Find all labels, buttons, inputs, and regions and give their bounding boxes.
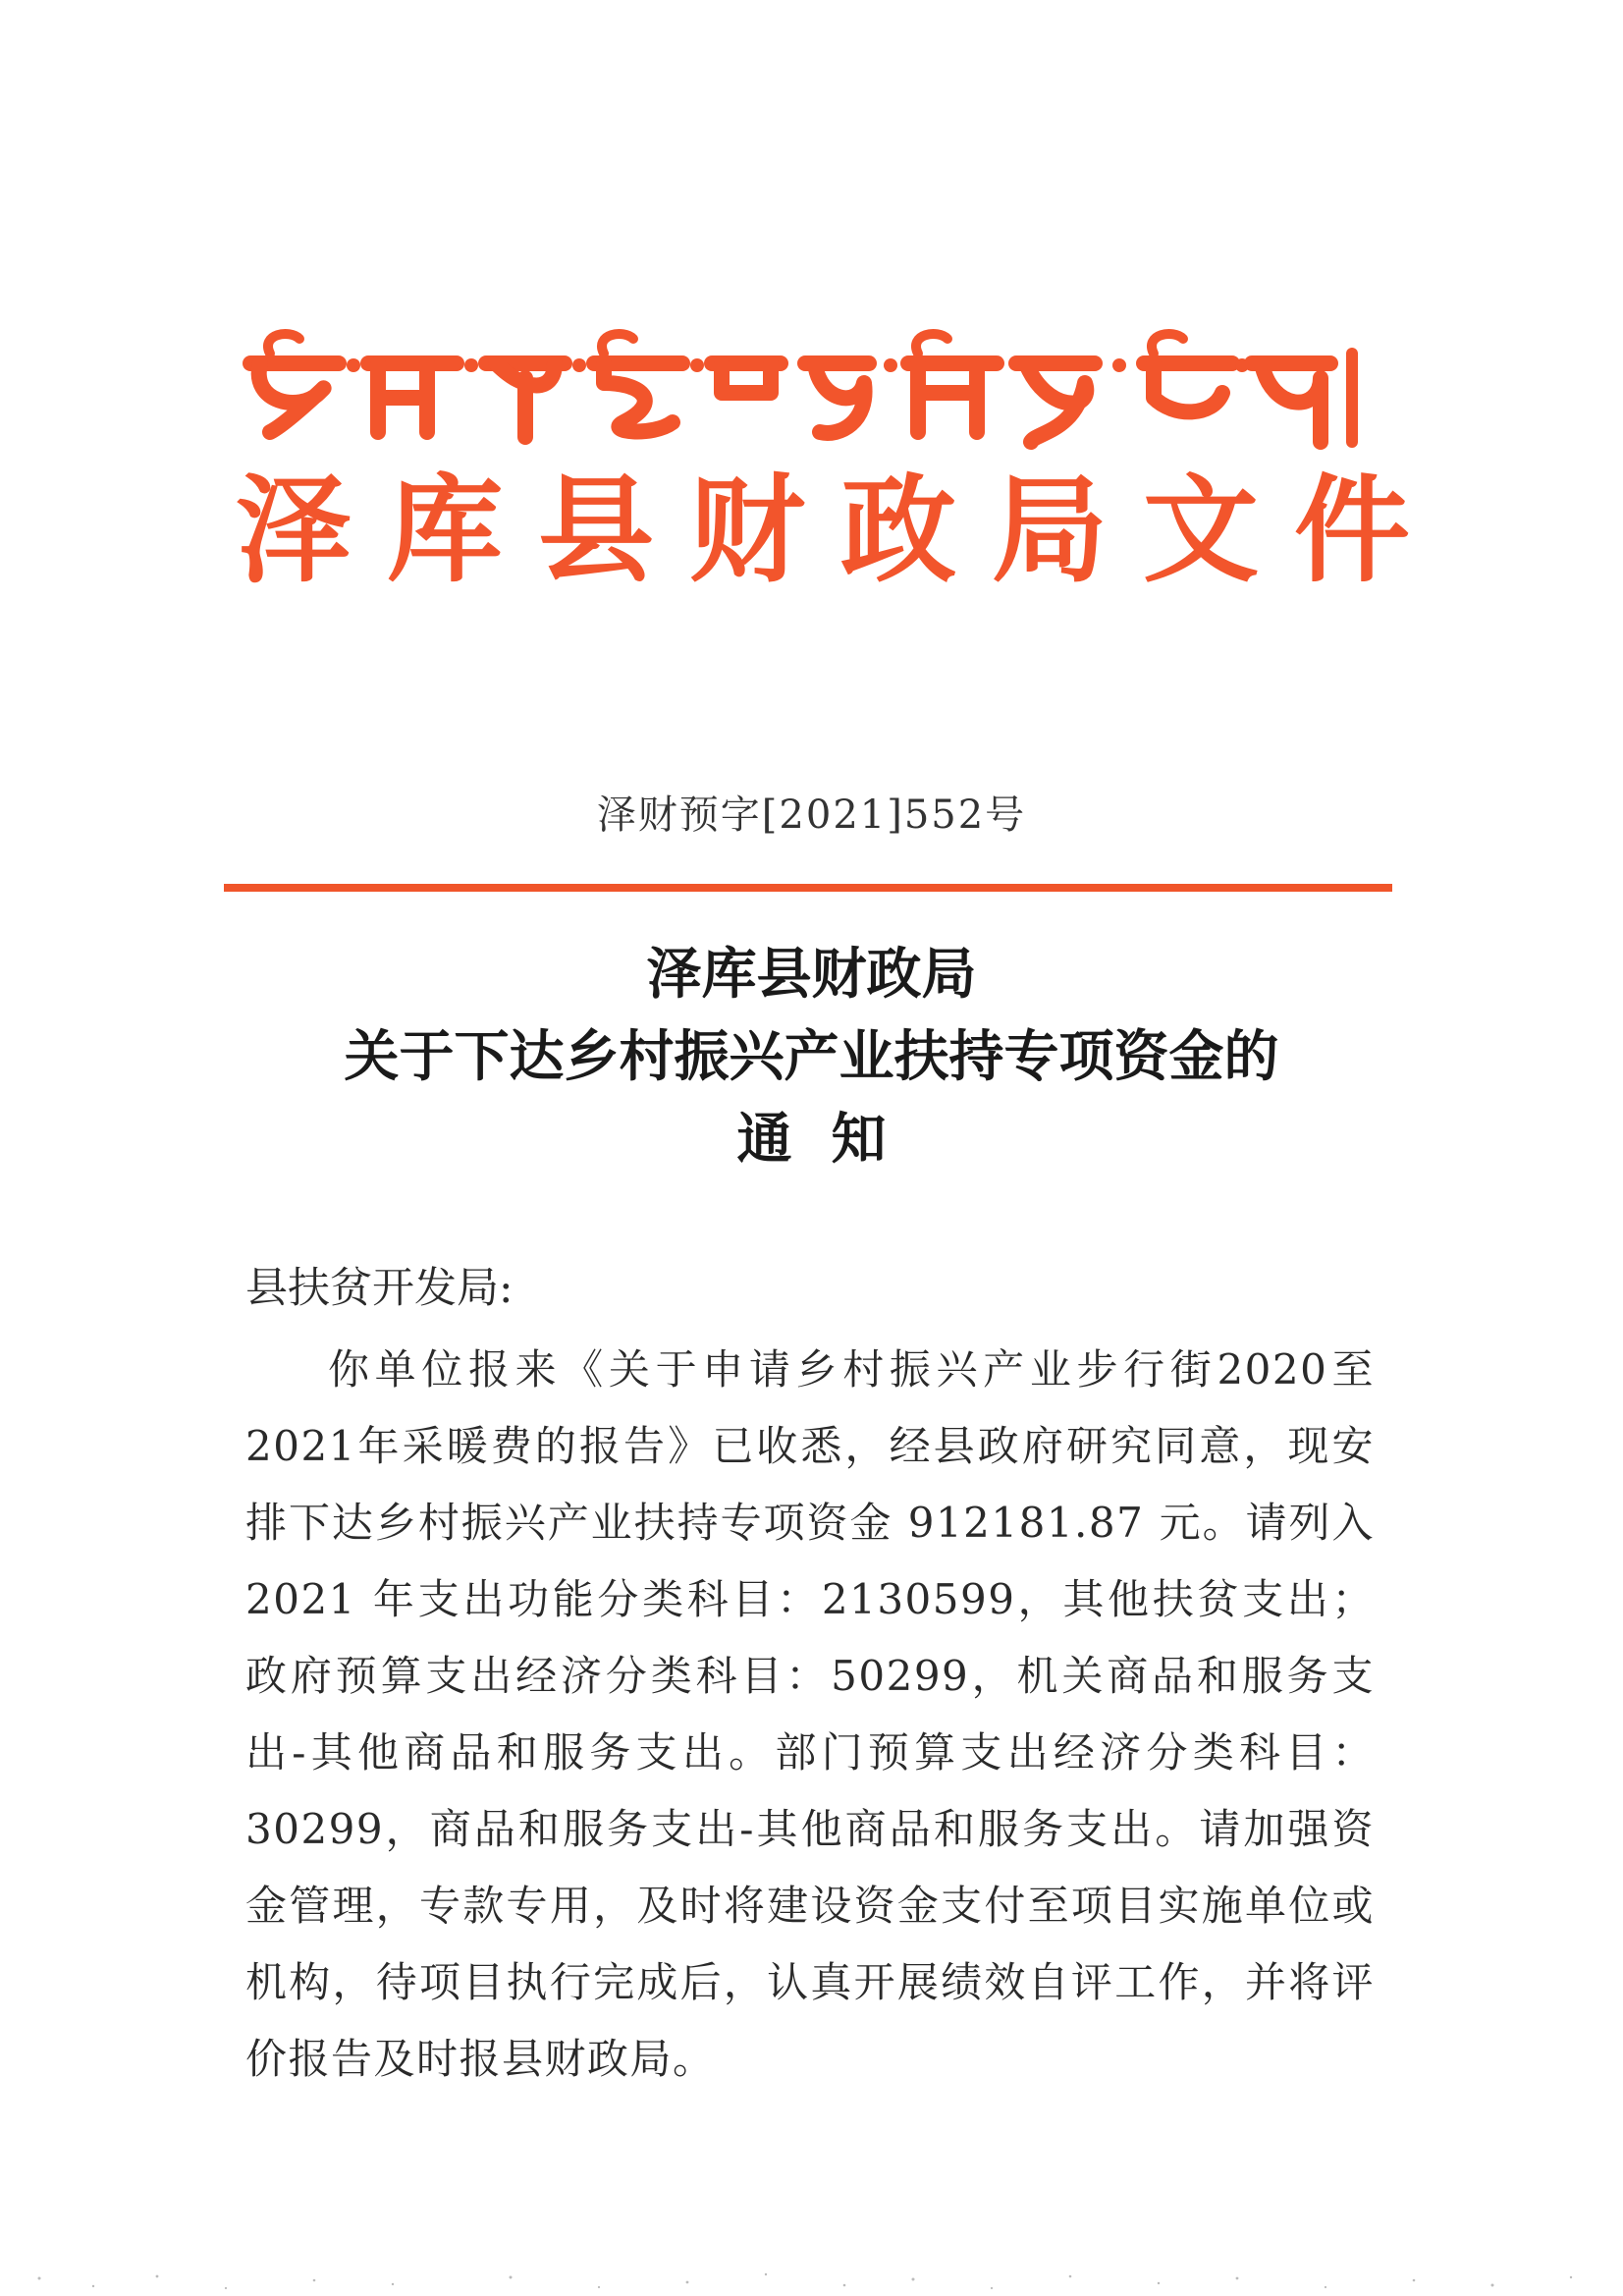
title-line-2: 关于下达乡村振兴产业扶持专项资金的	[344, 1024, 1279, 1089]
tibetan-letterhead-graphic	[231, 324, 1370, 462]
letterhead-title: 泽库县财政局文件	[236, 463, 1446, 598]
title-line-3: 通知	[736, 1107, 926, 1172]
title-line-1: 泽库县财政局	[646, 942, 977, 1007]
addressee: 县扶贫开发局:	[245, 1264, 514, 1313]
document-title	[0, 933, 1623, 1180]
scan-noise-decoration	[0, 2259, 1623, 2296]
document-number: 泽财预字[2021]552号	[596, 793, 1027, 838]
red-divider-line	[224, 884, 1392, 892]
body-paragraph: 你单位报来《关于申请乡村振兴产业步行街2020至2021年采暖费的报告》已收悉，经县政府研究同意，现安排下达乡村振兴产业扶持专项资金 912181.87 元。请列入 2021 年支出功能分类科目：2130599，其他扶贫支出；政府预算支出经济分类科目：50299，机关商品和服务支出-其他商品和服务支出。部门预算支出经济分类科目：30299，商品和服务支出-其他商品和服务支出。请加强资金管理，专款专用，及时将建设资金支付至项目实施单位或机构，待项目执行完成后，认真开展绩效自评工作，并将评价报告及时报县财政局。	[245, 1345, 1375, 2083]
